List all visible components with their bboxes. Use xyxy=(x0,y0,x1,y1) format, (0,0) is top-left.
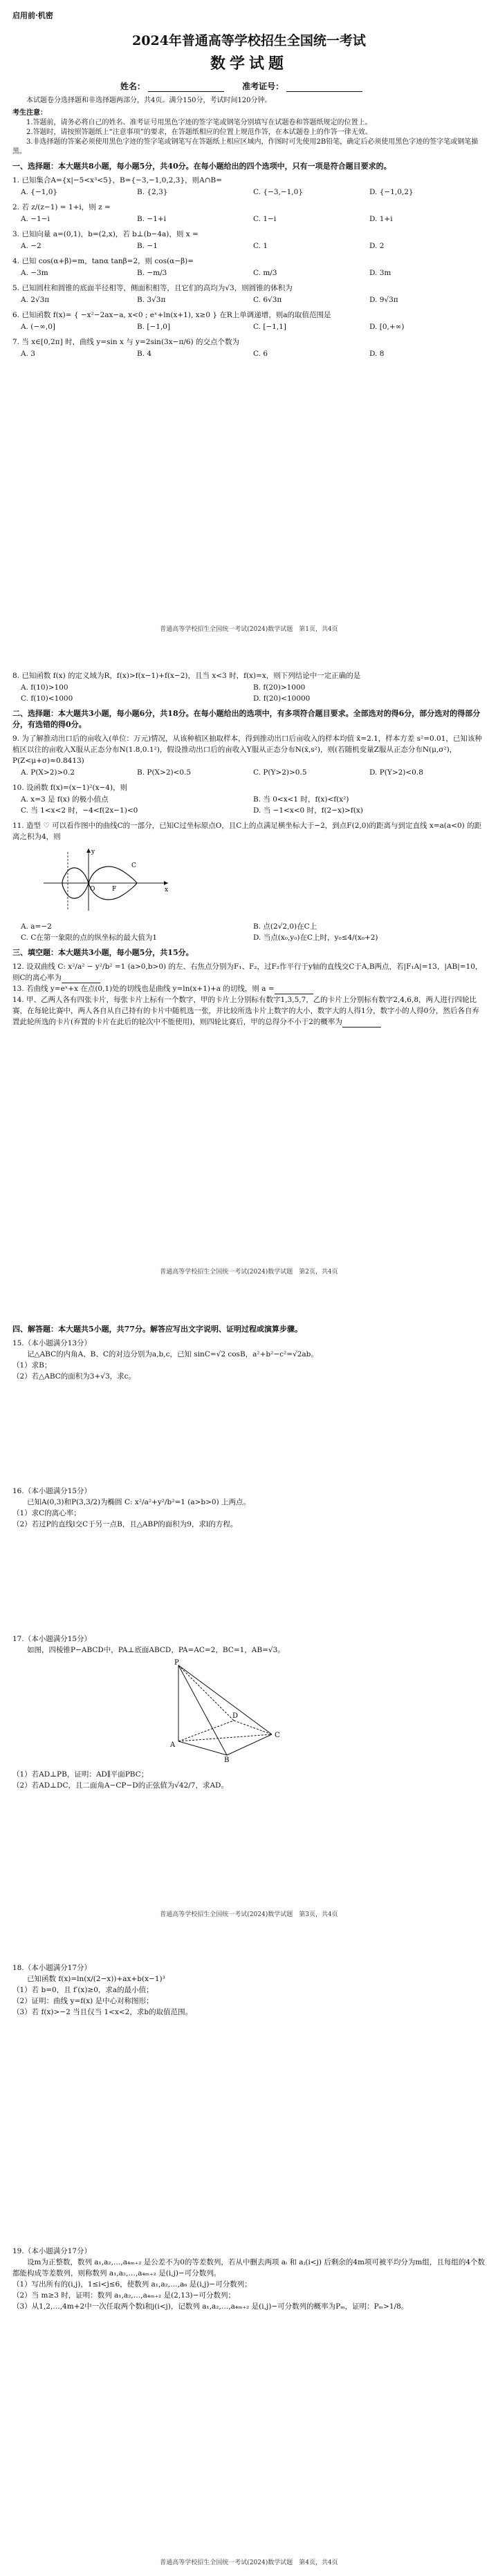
option[interactable]: B. −m/3 xyxy=(137,269,167,277)
x-label: x xyxy=(165,887,169,893)
option[interactable]: C. [−1,1] xyxy=(253,323,287,331)
note-item: 1.答题前，请务必将自己的姓名、准考证号用黑色字迹的签字笔或钢笔分别填写在试题卷和答题纸规定的位置上。 xyxy=(26,119,372,126)
edge-ab xyxy=(178,1741,227,1755)
question-8: 8. 已知函数 f(x) 的定义域为R，f(x)>f(x−1)+f(x−2)，且当 x<3 时，f(x)=x，则下列结论中一定正确的是 xyxy=(12,672,361,680)
edge-ac xyxy=(178,1734,272,1741)
answer-space xyxy=(12,1382,486,1486)
q6-options xyxy=(21,321,486,332)
option[interactable]: C. C在第一象限的点的纵坐标的最大值为1 xyxy=(21,934,158,942)
question-5: 5. 已知圆柱和圆锥的底面半径相等，侧面积相等，且它们的高均为√3，则圆锥的体积为 xyxy=(12,284,293,292)
q16-part: （2）若过P的直线l交C于另一点B，且△ABP的面积为9，求l的方程。 xyxy=(12,1520,238,1528)
option[interactable]: C. {−3,−1,0} xyxy=(253,188,304,196)
edge-pb xyxy=(178,1665,227,1755)
name-label: 姓名： xyxy=(120,82,145,91)
q18-part: （2）证明：曲线 y=f(x) 是中心对称图形； xyxy=(12,1997,154,2005)
option[interactable]: A. (−∞,0] xyxy=(21,323,56,331)
option[interactable]: C. m/3 xyxy=(253,269,277,277)
confidential-mark: 启用前·机密 xyxy=(12,11,53,20)
focus-label: F xyxy=(112,886,117,893)
vertex-d: D xyxy=(232,1712,239,1720)
q3-options xyxy=(21,240,486,252)
question-14 xyxy=(12,994,486,1027)
question-11: 11. 造型 ♡ 可以看作图中的曲线C的一部分，已知C过坐标原点O，且C上的点满足横坐标大于−2，到点F(2,0)的距离与到定直线 x=a(a<0) 的距离之积为4，则 xyxy=(12,822,482,841)
option[interactable]: A. −2 xyxy=(21,242,42,250)
name-row xyxy=(12,80,486,92)
page-1 xyxy=(0,0,498,643)
edge-bc xyxy=(227,1734,272,1755)
exam-no-label: 准考证号： xyxy=(242,82,284,91)
page-4 xyxy=(0,1928,498,2576)
option[interactable]: A. −3m xyxy=(21,269,48,277)
option[interactable]: D. P(Y>2)<0.8 xyxy=(369,768,423,777)
option[interactable]: D. 3m xyxy=(369,269,391,277)
option[interactable]: D. [0,+∞) xyxy=(369,323,405,331)
option[interactable]: D. {−1,0,2} xyxy=(369,188,414,196)
option[interactable]: B. −1+i xyxy=(137,215,167,223)
option[interactable]: B. [−1,0] xyxy=(137,323,171,331)
x-axis-arrow xyxy=(164,881,168,885)
curve-figure xyxy=(40,845,172,914)
option[interactable]: B. P(X>2)<0.5 xyxy=(137,768,192,777)
option[interactable]: C. 6√3π xyxy=(253,296,282,304)
note-item: 3.非选择题的答案必须使用黑色字迹的签字笔或钢笔写在答题纸上相应区域内，作图时可先使用2B铅笔，确定后必须使用黑色字迹的签字笔或钢笔描黑。 xyxy=(12,138,479,155)
section-4-heading: 四、解答题：本大题共5小题，共77分。解答应写出文字说明、证明过程或演算步骤。 xyxy=(12,1325,302,1334)
option[interactable]: B. 3√3π xyxy=(137,296,166,304)
q15-part: （2）若△ABC的面积为3+√3，求c。 xyxy=(12,1372,136,1381)
option[interactable]: D. 8 xyxy=(369,350,385,358)
q1-options xyxy=(21,187,486,198)
q18-part: （1）若 b=0，且 f′(x)≥0，求a的最小值； xyxy=(12,1986,154,1994)
option[interactable]: A. a=−2 xyxy=(21,922,52,931)
q5-options xyxy=(21,294,486,305)
q17-stem: 如图，四棱锥P−ABCD中，PA⊥底面ABCD，PA=AC=2，BC=1，AB=√3。 xyxy=(27,1646,285,1654)
option[interactable]: C. P(Y>2)>0.5 xyxy=(253,768,307,777)
q14-text: 14. 甲、乙两人各有四张卡片，每张卡片上标有一个数字，甲的卡片上分别标有数字1,3,5,7，乙的卡片上分别标有数字2,4,6,8，两人进行四轮比赛，在每轮比赛中，两人各自从自己持有的卡片中随机选一张，并比较所选卡片上数字的大小，数字大的人得1分，数字小的人得0分，然后各自弃置此轮所选的卡片(弃置的卡片在此后的轮次中不能使用)，则四轮比赛后，甲的总得分不小于2的概率为 xyxy=(12,996,479,1026)
q18-part: （3）若 f(x)>−2 当且仅当 1<x<2，求b的取值范围。 xyxy=(12,2008,193,2016)
option[interactable]: D. 当 −1<x<0 时，f(2−x)>f(x) xyxy=(253,806,363,815)
q10-options xyxy=(21,794,486,816)
intro-text: 本试题卷分选择题和非选择题两部分，共4页。满分150分，考试时间120分钟。 xyxy=(26,97,272,104)
exam-title: 2024年普通高等学校招生全国统一考试 xyxy=(132,33,366,48)
note-item: 2.答题时，请按照答题纸上“注意事项”的要求，在答题纸相应的位置上规范作答，在本试题卷上的作答一律无效。 xyxy=(26,129,372,136)
option[interactable]: C. 6 xyxy=(253,350,268,358)
q13-text: 13. 若曲线 y=eˣ+x 在点(0,1)处的切线也是曲线 y=ln(x+1)+a 的切线，则 a = xyxy=(12,985,275,993)
page-footer: 普通高等学校招生全国统一考试(2024)数学试题 第4页，共4页 xyxy=(160,2559,338,2566)
q4-options xyxy=(21,267,486,278)
q2-options xyxy=(21,214,486,225)
q15-head: 15.（本小题满分13分） xyxy=(12,1339,92,1347)
question-6: 6. 已知函数 f(x)= { −x²−2ax−a, x<0 ; eˣ+ln(x+1), x≥0 } 在R上单调递增，则a的取值范围是 xyxy=(12,311,331,319)
answer-blank[interactable] xyxy=(62,974,100,983)
q17-part: （1）若AD⊥PB，证明：AD∥平面PBC； xyxy=(12,1770,149,1779)
vertex-p: P xyxy=(174,1659,179,1667)
option[interactable]: B. 4 xyxy=(137,350,152,358)
q18-stem: 已知函数 f(x)=ln(x/(2−x))+ax+b(x−1)³ xyxy=(27,1975,165,1983)
exam-subtitle: 数学试题 xyxy=(210,55,288,73)
q19-part: （2）当 m≥3 时，证明：数列 a₁,a₂,…,a₄ₘ₊₂ 是(2,13)−可分数列； xyxy=(12,2291,235,2300)
edge-dc xyxy=(234,1721,272,1734)
page-footer: 普通高等学校招生全国统一考试(2024)数学试题 第3页，共4页 xyxy=(160,1911,338,1918)
page-footer: 普通高等学校招生全国统一考试(2024)数学试题 第1页，共4页 xyxy=(160,626,338,633)
q11-options xyxy=(21,921,486,943)
option[interactable]: B. {2,3} xyxy=(137,188,168,196)
option[interactable]: A. {−1,0} xyxy=(21,188,58,196)
edge-pd xyxy=(178,1665,234,1721)
option[interactable]: A. f(10)>100 xyxy=(21,683,68,692)
answer-blank[interactable] xyxy=(342,1019,381,1027)
option[interactable]: C. 1 xyxy=(253,242,268,250)
question-4: 4. 已知 cos(α+β)=m，tanα tanβ=2，则 cos(α−β)= xyxy=(12,257,194,265)
q16-head: 16.（本小题满分15分） xyxy=(12,1487,92,1495)
name-field[interactable] xyxy=(148,83,224,92)
question-13 xyxy=(12,983,486,994)
option[interactable]: A. P(X>2)>0.2 xyxy=(21,768,75,777)
option[interactable]: C. 1−i xyxy=(253,215,277,223)
origin-label: O xyxy=(90,886,95,893)
q15-part: （1）求B； xyxy=(12,1361,52,1370)
q19-part: （1）写出所有的(i,j)，1≤i<j≤6，使数列 a₁,a₂,…,a₆ 是(i,j)−可分数列； xyxy=(12,2280,252,2289)
vertex-c: C xyxy=(275,1732,280,1739)
q19-part: （3）从1,2,…,4m+2中一次任取两个数i和j(i<j)，记数列 a₁,a₂,…,a₄ₘ₊₂ 是(i,j)−可分数列的概率为Pₘ，证明：Pₘ>1/8。 xyxy=(12,2302,409,2311)
curve-diagram xyxy=(40,845,486,917)
exam-no-field[interactable] xyxy=(286,83,362,92)
question-2: 2. 若 z/(z−1) = 1+i，则 z = xyxy=(12,203,111,211)
q12-text: 12. 设双曲线 C: x²/a² − y²/b² =1 (a>0,b>0) 的左、右焦点分别为F₁、F₂，过F₂作平行于y轴的直线交C于A,B两点，若|F₁A|=13，|AB|=10，则C的离心率为 xyxy=(12,963,483,982)
notes xyxy=(12,108,486,157)
option[interactable]: D. 2 xyxy=(369,242,385,250)
vertex-b: B xyxy=(224,1756,230,1762)
page-3 xyxy=(0,1285,498,1928)
edge-ad xyxy=(178,1721,234,1741)
curve-label: C xyxy=(131,862,136,869)
option[interactable]: C. f(10)<1000 xyxy=(21,694,73,703)
question-1: 1. 已知集合A={x|−5<x³<5}，B={−3,−1,0,2,3}，则A∩B= xyxy=(12,176,223,184)
question-10: 10. 设函数 f(x)=(x−1)²(x−4)，则 xyxy=(12,784,128,792)
page-footer: 普通高等学校招生全国统一考试(2024)数学试题 第2页，共4页 xyxy=(160,1269,338,1276)
vertex-a: A xyxy=(170,1741,176,1749)
option[interactable]: A. 2√3π xyxy=(21,296,50,304)
y-axis-arrow xyxy=(86,849,91,853)
q9-options xyxy=(21,767,486,778)
section-1-heading: 一、选择题：本大题共8小题，每小题5分，共40分。在每小题给出的四个选项中，只有一项是符合题目要求的。 xyxy=(12,162,391,171)
option[interactable]: A. 3 xyxy=(21,350,35,358)
question-7: 7. 当 x∈[0,2π] 时，曲线 y=sin x 与 y=2sin(3x−π/6) 的交点个数为 xyxy=(12,338,239,346)
q8-options xyxy=(21,682,486,704)
section-3-heading: 三、填空题：本大题共3小题，每小题5分，共15分。 xyxy=(12,948,194,957)
q16-stem: 已知A(0,3)和P(3,3/2)为椭圆 C: x²/a²+y²/b²=1 (a>b>0) 上两点。 xyxy=(27,1498,251,1506)
answer-blank[interactable] xyxy=(275,985,313,994)
option[interactable]: D. f(20)<10000 xyxy=(253,694,311,703)
q18-head: 18.（本小题满分17分） xyxy=(12,1964,92,1972)
option[interactable]: D. 9√3π xyxy=(369,296,398,304)
option[interactable]: A. x=3 是 f(x) 的极小值点 xyxy=(21,795,109,804)
section-2-heading: 二、选择题：本大题共3小题，每小题6分，共18分。在每小题给出的选项中，有多项符合题目要求。全部选对的得6分，部分选对的得部分分，有选错的得0分。 xyxy=(12,709,481,729)
q15-stem: 记△ABC的内角A、B、C的对边分别为a,b,c，已知 sinC=√2 cosB，a²+b²−c²=√2ab。 xyxy=(27,1350,318,1358)
q7-options xyxy=(21,348,486,359)
option[interactable]: B. 当 0<x<1 时，f(x)<f(x²) xyxy=(253,795,349,804)
q17-head: 17.（本小题满分15分） xyxy=(12,1635,92,1643)
y-label: y xyxy=(91,849,95,855)
q17-part: （2）若AD⊥DC，且二面角A−CP−D的正弦值为√42/7，求AD。 xyxy=(12,1781,228,1790)
option[interactable]: C. 当 1<x<2 时，−4<f(2x−1)<0 xyxy=(21,806,138,815)
option[interactable]: D. 当点(x₀,y₀)在C上时，y₀≤4/(x₀+2) xyxy=(253,934,378,942)
answer-space xyxy=(12,2018,486,2246)
option[interactable]: B. f(20)>1000 xyxy=(253,683,306,692)
option[interactable]: B. −1 xyxy=(137,242,158,250)
q19-head: 19.（本小题满分17分） xyxy=(12,2247,92,2255)
pyramid-diagram xyxy=(151,1658,486,1765)
q19-stem: 设m为正整数，数列 a₁,a₂,…,a₄ₘ₊₂ 是公差不为0的等差数列，若从中删去两项 aᵢ 和 aⱼ(i<j) 后剩余的4m项可被平均分为m组，且每组的4个数都能构成等差数列，则称数列 a₁,a₂,…,a₄ₘ₊₂ 是(i,j)−可分数列。 xyxy=(12,2258,486,2277)
option[interactable]: B. 点(2√2,0)在C上 xyxy=(253,922,317,931)
answer-space xyxy=(12,1530,486,1633)
pyramid-figure xyxy=(151,1658,289,1762)
question-12 xyxy=(12,961,486,983)
q16-part: （1）求C的离心率； xyxy=(12,1509,81,1517)
page-2 xyxy=(0,643,498,1285)
question-3: 3. 已知向量 a=(0,1)，b=(2,x)，若 b⊥(b−4a)，则 x = xyxy=(12,230,199,238)
notes-title: 考生注意： xyxy=(12,109,47,117)
option[interactable]: D. 1+i xyxy=(369,215,393,223)
option[interactable]: A. −1−i xyxy=(21,215,50,223)
question-9: 9. 为了解推动出口后的亩收入(单位：万元)情况，从该种植区抽取样本，得到推动出口后亩收入的样本均值 x̄=2.1，样本方差 s²=0.01，已知该种植区以往的亩收入X服从正态分布N(1.8,0.1²)，假设推动出口后的亩收入Y服从正态分布N(x̄,s²)，则(若随机变量Z服从正态分布N(μ,σ²)，P(Z<μ+σ)≈0.8413) xyxy=(12,735,482,765)
